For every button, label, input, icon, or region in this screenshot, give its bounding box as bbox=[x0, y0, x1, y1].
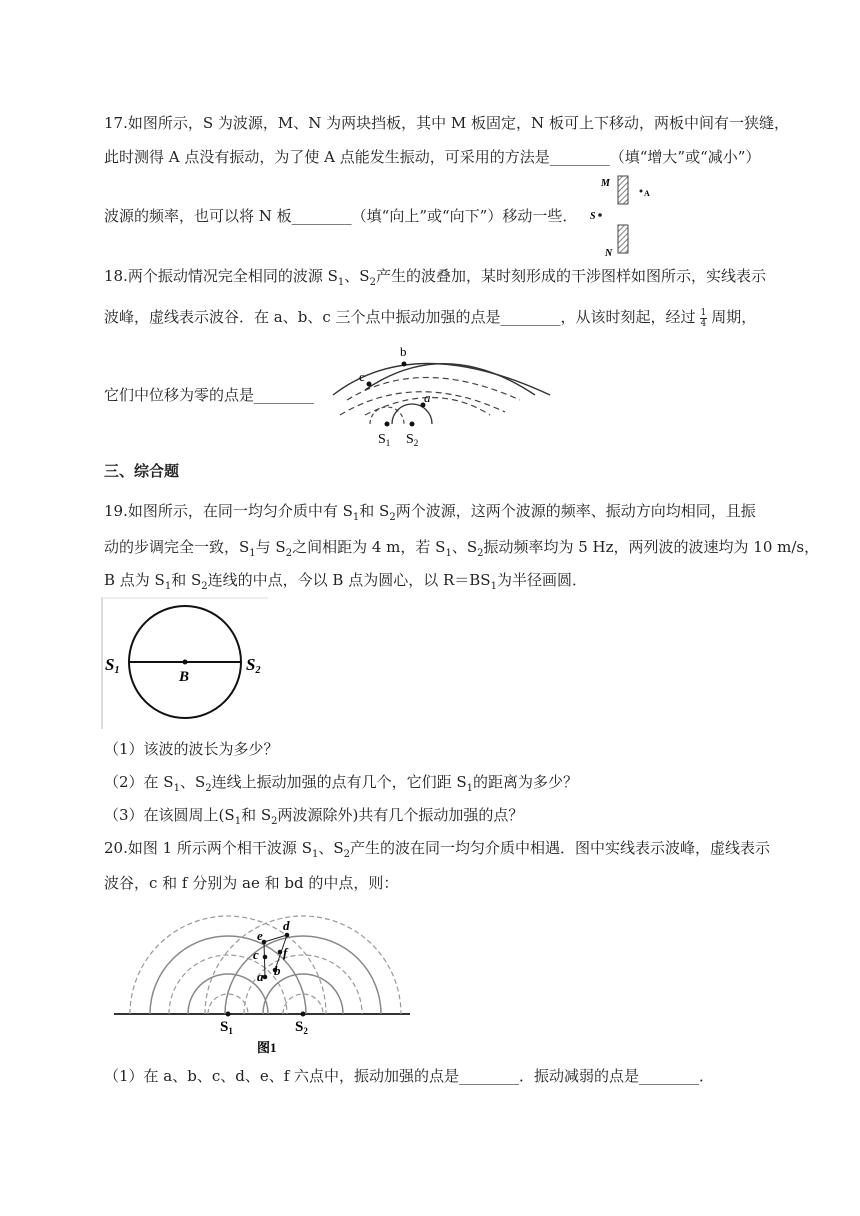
q19-line-1: 19.如图所示，在同一均匀介质中有 $S_1$和 $S_2$两个波源，这两个波源的频率、振动方向均相同，且振 bbox=[104, 502, 756, 523]
q17-line-3: 波源的频率，也可以将 N 板________（填“向上”或“向下”）移动一些． bbox=[104, 207, 578, 225]
q18-line-1: 18.两个振动情况完全相同的波源 $S_1$、$S_2$产生的波叠加，某时刻形成的干涉图样如图所示，实线表示 bbox=[104, 267, 766, 288]
source-s1 bbox=[226, 1012, 231, 1017]
q20-subquestion-1: （1）在 a、b、c、d、e、f 六点中，振动加强的点是________．振动减弱的点是________． bbox=[104, 1067, 715, 1085]
q19-subquestion-2: （2）在 $S_1$、$S_2$连线上振动加强的点有几个，它们距 $S_1$的距离为多少？ bbox=[104, 773, 579, 794]
point-c bbox=[263, 955, 268, 960]
source-s1 bbox=[385, 422, 390, 427]
d-label: d bbox=[283, 918, 290, 933]
b-label: b bbox=[400, 344, 407, 359]
q19-circle-figure bbox=[100, 597, 270, 729]
point-b bbox=[402, 362, 407, 367]
b-label: B bbox=[179, 669, 190, 685]
source-s bbox=[598, 213, 602, 217]
q17-figure bbox=[585, 168, 665, 260]
q19-subquestion-1: （1）该波的波长为多少？ bbox=[104, 740, 279, 758]
n-plate bbox=[618, 225, 628, 253]
section-heading: 三、综合题 bbox=[104, 462, 180, 480]
s1-label: S1 bbox=[105, 655, 120, 676]
point-f bbox=[278, 950, 283, 955]
q18-interference-figure bbox=[325, 340, 555, 452]
q19-subquestion-3: （3）在该圆周上($S_1$和 $S_2$两波源除外)共有几个振动加强的点？ bbox=[104, 806, 524, 827]
q17-line-2: 此时测得 A 点没有振动，为了使 A 点能发生振动，可采用的方法是________（填“增大”或“减小”） bbox=[104, 148, 761, 166]
s-label: S bbox=[590, 211, 596, 222]
a-label: a bbox=[257, 969, 264, 984]
source-s2 bbox=[301, 1012, 306, 1017]
n-label: N bbox=[605, 248, 613, 259]
s2-label: $S_2$ bbox=[295, 1019, 308, 1036]
q19-line-3: B 点为 $S_1$和 $S_2$连线的中点，今以 B 点为圆心，以 $R=BS_1$为半径画圆． bbox=[104, 571, 587, 592]
c-label: c bbox=[253, 947, 259, 962]
source-s2 bbox=[410, 422, 415, 427]
s1-label: $S_1$ bbox=[220, 1019, 233, 1036]
point-b bbox=[183, 660, 188, 665]
m-plate bbox=[618, 176, 628, 204]
m-label: M bbox=[601, 178, 610, 189]
figure-caption: 图1 bbox=[257, 1040, 277, 1055]
s2-label: $S_2$ bbox=[406, 432, 419, 448]
f-label: f bbox=[283, 945, 288, 960]
q18-line-3: 它们中位移为零的点是________ bbox=[104, 386, 315, 404]
b-label: b bbox=[274, 963, 281, 978]
c-label: c bbox=[359, 369, 365, 384]
s1-label: $S_1$ bbox=[378, 432, 391, 448]
q20-line-2: 波谷，c 和 f 分别为 ae 和 bd 的中点，则： bbox=[104, 874, 399, 892]
quarter-fraction: $\frac{1}{4}$ bbox=[700, 307, 707, 329]
q17-line-1: 17.如图所示，S 为波源，M、N 为两块挡板，其中 M 板固定，N 板可上下移动，两板中间有一狭缝， bbox=[104, 114, 789, 132]
s2-label: S2 bbox=[246, 655, 261, 676]
point-d bbox=[285, 933, 290, 938]
q20-line-1: 20.如图 1 所示两个相干波源 $S_1$、$S_2$产生的波在同一均匀介质中相遇．图中实线表示波峰，虚线表示 bbox=[104, 839, 771, 860]
a-label: a bbox=[424, 390, 431, 405]
q20-interference-figure bbox=[112, 912, 412, 1058]
a-label: A bbox=[644, 189, 650, 198]
e-label: e bbox=[257, 928, 263, 943]
point-c bbox=[367, 382, 372, 387]
q19-line-2: 动的步调完全一致，$S_1$与 $S_2$之间相距为 4 m，若 $S_1$、$S_2$振动频率均为 5 Hz，两列波的波速均为 10 m/s， bbox=[104, 538, 820, 559]
q18-line-2: 波峰，虚线表示波谷．在 a、b、c 三个点中振动加强的点是________，从该时刻起，经过 $\frac{1}{4}$ 周期， bbox=[104, 307, 757, 329]
point-a bbox=[640, 190, 643, 193]
